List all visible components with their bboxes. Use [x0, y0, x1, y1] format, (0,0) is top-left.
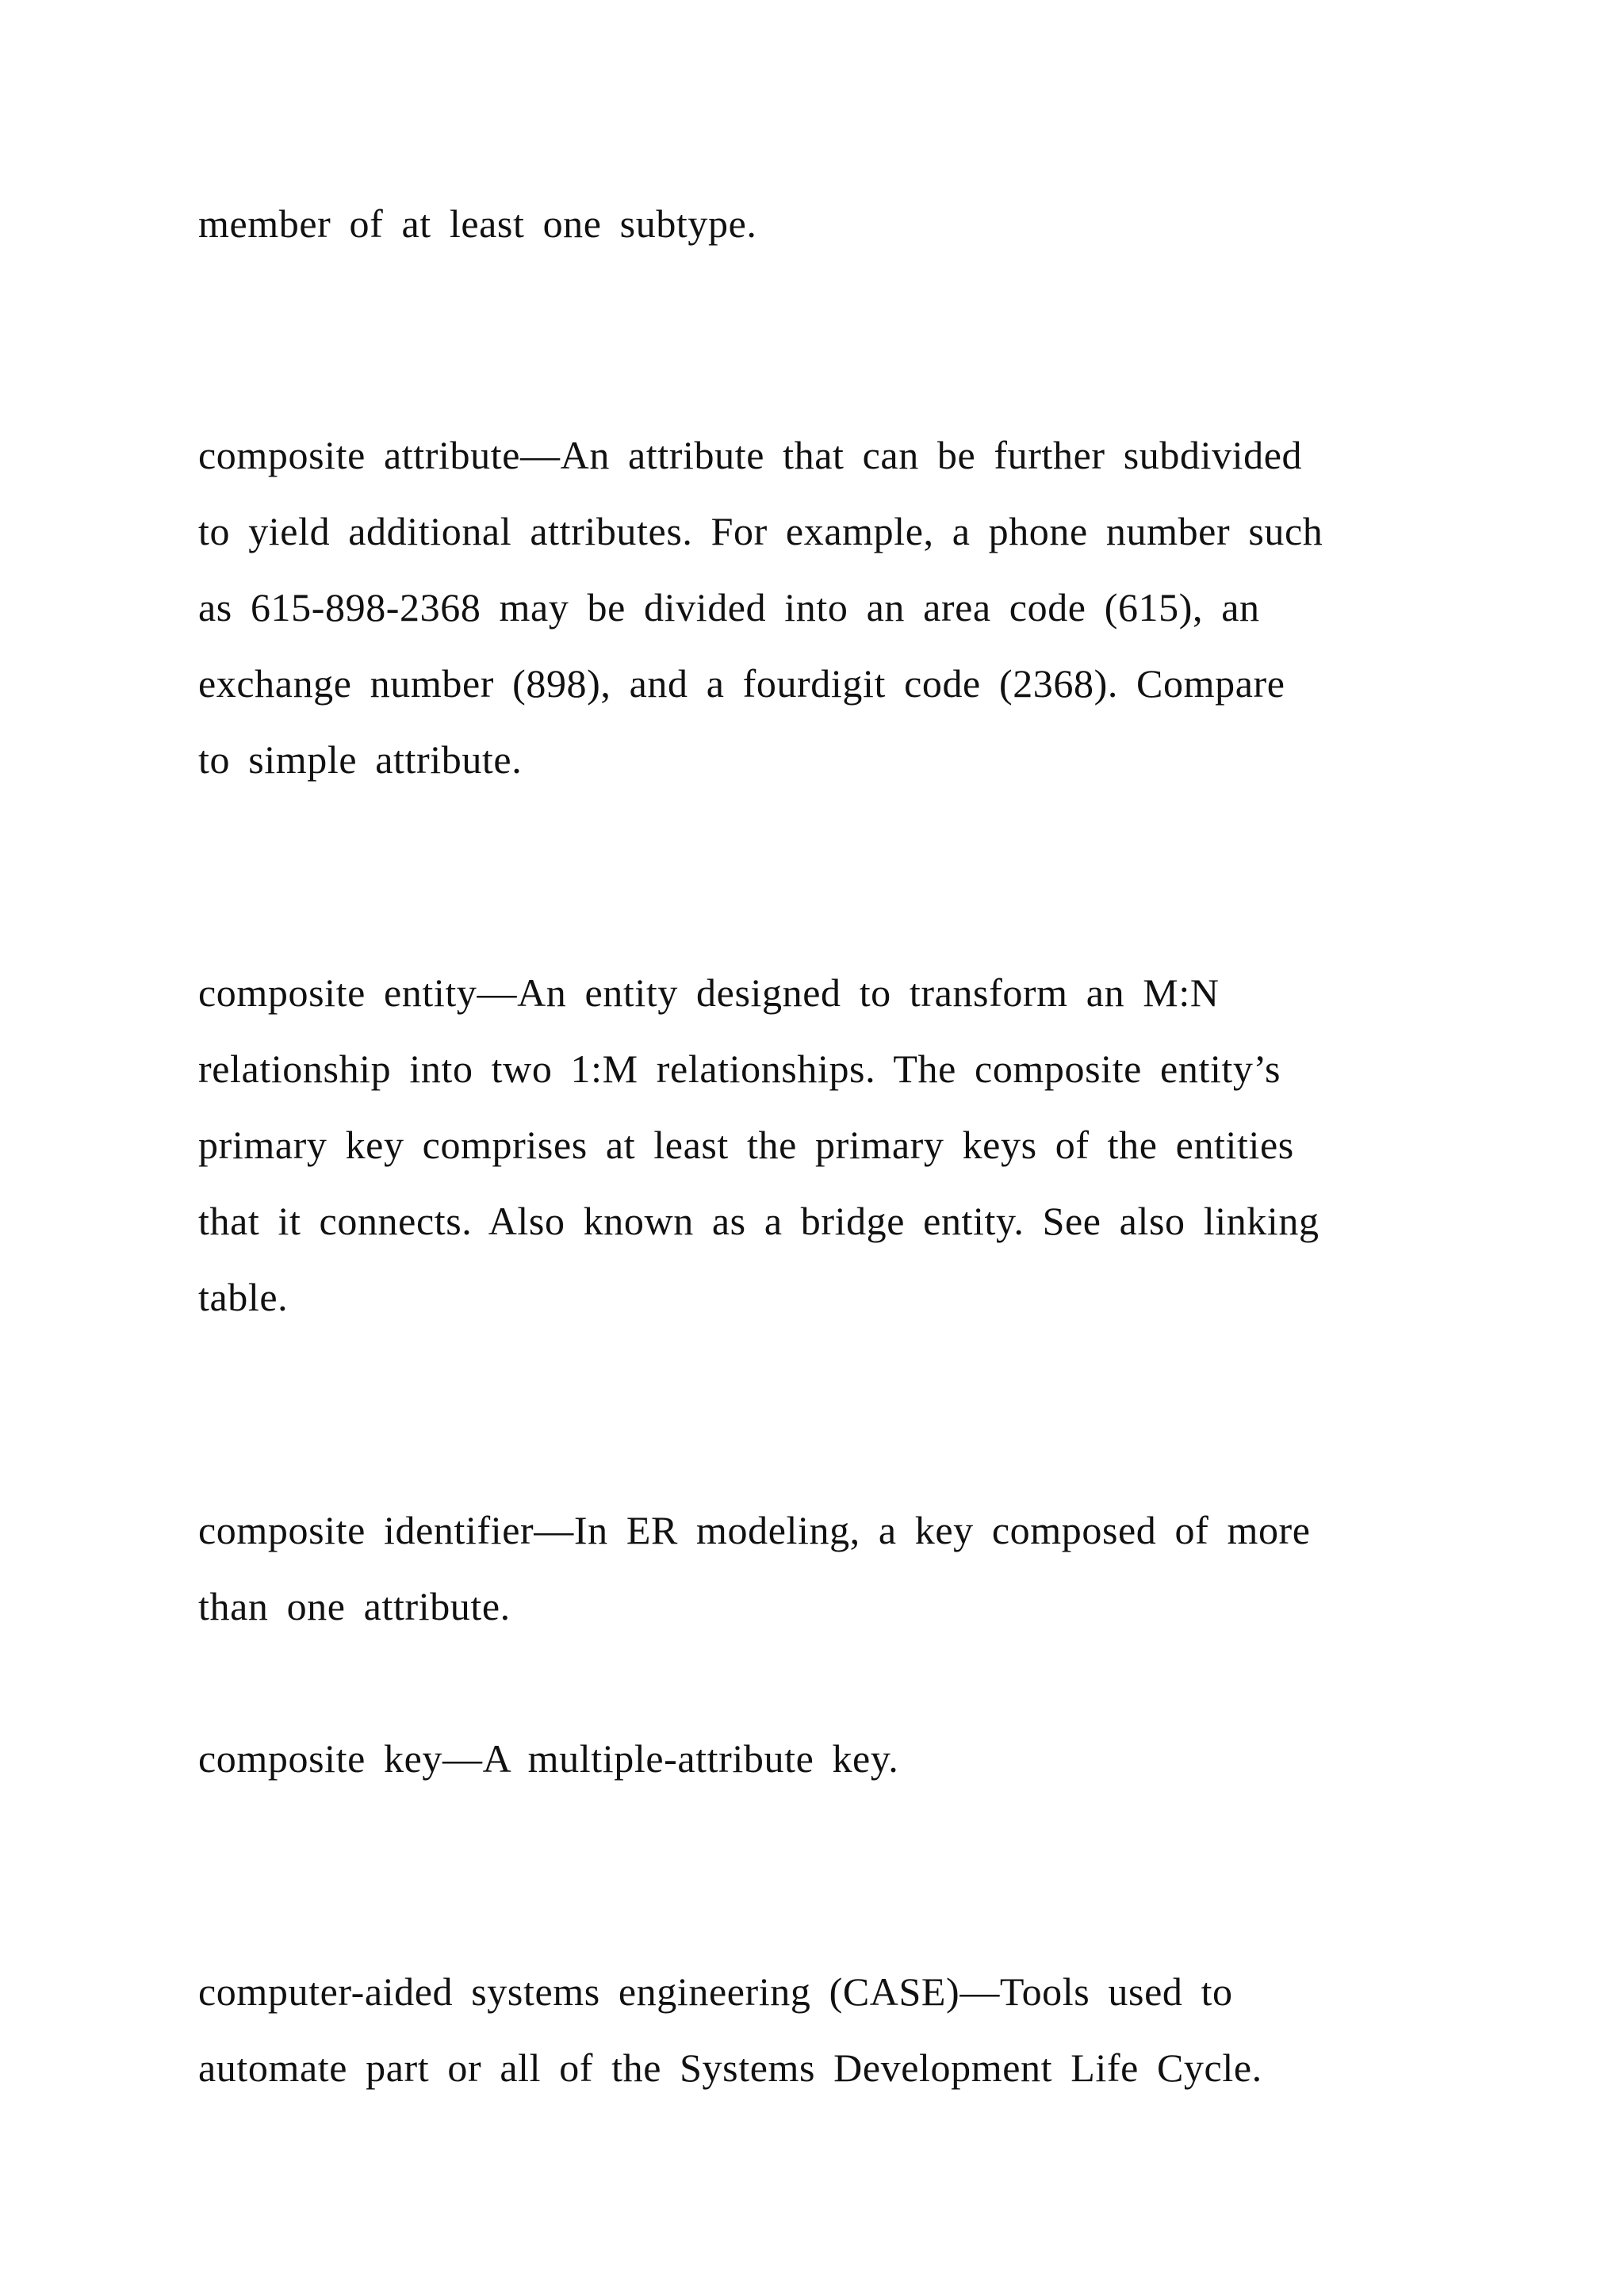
text-line: exchange number (898), and a fourdigit code (2368). Compare: [198, 661, 1285, 706]
text-line: than one attribute.: [198, 1584, 511, 1628]
text-line: composite key—A multiple-attribute key.: [198, 1736, 899, 1781]
text-line: relationship into two 1:M relationships. The composite entity’s: [198, 1047, 1281, 1091]
text-line: to simple attribute.: [198, 737, 523, 782]
glossary-entry-composite-attribute: [198, 417, 1435, 798]
text-line: computer-aided systems engineering (CASE)—Tools used to: [198, 1969, 1233, 2014]
glossary-entry-continuation: [198, 186, 1435, 262]
glossary-entry-case: [198, 1954, 1435, 2106]
text-line: to yield additional attributes. For example, a phone number such: [198, 509, 1323, 553]
glossary-entry-composite-key: [198, 1720, 1435, 1797]
text-line: that it connects. Also known as a bridge entity. See also linking: [198, 1199, 1320, 1243]
text-line: member of at least one subtype.: [198, 201, 757, 246]
text-line: primary key comprises at least the primary keys of the entities: [198, 1123, 1294, 1167]
text-line: table.: [198, 1275, 289, 1319]
glossary-entry-composite-identifier: [198, 1492, 1435, 1644]
text-line: composite attribute—An attribute that can be further subdivided: [198, 433, 1303, 477]
text-line: as 615-898-2368 may be divided into an area code (615), an: [198, 585, 1260, 629]
text-line: composite entity—An entity designed to transform an M:N: [198, 970, 1220, 1015]
text-line: automate part or all of the Systems Development Life Cycle.: [198, 2045, 1262, 2090]
text-line: composite identifier—In ER modeling, a key composed of more: [198, 1508, 1311, 1552]
glossary-entry-composite-entity: [198, 955, 1435, 1335]
